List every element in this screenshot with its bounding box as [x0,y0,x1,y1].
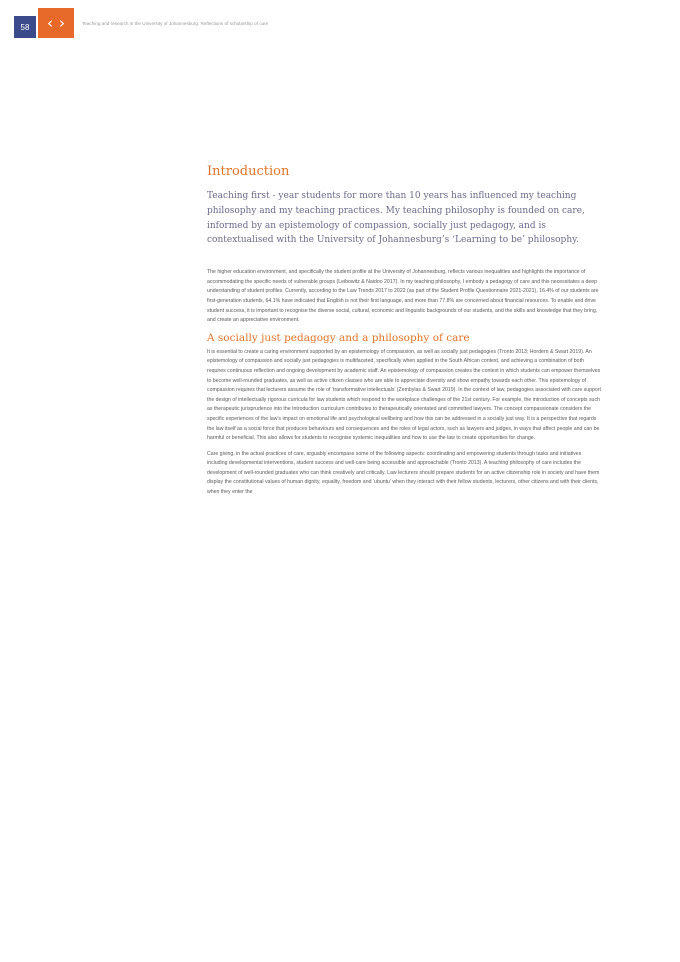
introduction-paragraph: The higher education environment, and specifically the student profile at the University of Johannesburg, reflects various inequalities and highlights the importance of accommodating the specific needs of vulnerable groups (Leibowitz & Naidoo 2017). In my teaching philosophy, I embody a pedagogy of care and this necessitates a deep understanding of student profiles. Currently, according to the Law Trends 2017 to 2022 (as part of the Student Profile Questionnaire 2021-2021), 16.4% of our students are first-generation students, 64.1% have indicated that English is not their first language, and more than 77.8% are concerned about financial resources. To enable and drive student success, it is important to recognise the diverse social, cultural, economic and linguistic backgrounds of our students, and the skills and knowledge that they bring, and create an appreciative environment. [207,269,599,324]
page-number: 58 [14,16,36,38]
section-paragraph-2: Care giving, in the actual practices of care, arguably encompass some of the following aspects: coordinating and empowering students through tasks and initiatives including developmental interventions, student success and well-care being accessible and approachable (Tronto 2013). A teaching philosophy of care includes the development of well-rounded graduates who can think creatively and critically. Law lecturers should prepare students for an active citizenship role in society and have them display the constitutional values of human dignity, equality, freedom and ‘ubuntu’ when they interact with their fellow students, lecturers, other citizens and with their clients, when they enter the [207,450,600,496]
introduction-lede: Teaching first - year students for more than 10 years has influenced my teaching philosophy and my teaching practices. My teaching philosophy is founded on care, informed by an epistemology of compassion, socially just pedagogy, and is contextualised with the University of Johannesburg’s ‘Learning to be’ philosophy. [207,191,585,246]
page-header [0,0,680,44]
running-head: Teaching and research in the University of Johannesburg: Reflections of scholarship of care [82,21,269,26]
section-paragraph-1: It is essential to create a caring environment supported by an epistemology of compassion, as well as socially just pedagogies (Tronto 2013; Hordern & Swart 2019). An epistemology of compassion and socially just pedagogies is multifaceted, specifically when applied in the South African context, and achieving a combination of both requires continuous reflection and ongoing development by academic staff. An epistemology of compassion creates the context in which students can empower themselves to become well-rounded graduates, as well as active citizen classes who are able to appreciate diversity and show empathy towards each other. This epistemology of compassion requires that lecturers assume the role of ‘transformative intellectuals’ (Zembylas & Swart 2019). In the context of law, pedagogies associated with care support the design of intellectually rigorous curricula for law students which respond to the workplace challenges of the 21st century. For example, the introduction of concepts such as therapeutic jurisprudence into the Introduction curriculum contributes to therapeutically orientated and committed lawyers. The concept compassionate considers the specific experiences of the law’s impact on emotional life and psychological wellbeing and how this can be addressed in a socially just way. It is a perspective that regards the law itself as a social force that produces behaviours and consequences and the roles of legal actors, such as lawyers and judges, in ways that affect people and can be harmful or beneficial. This also allows for students to recognise systemic inequalities and how to use the law to create opportunities for change. [207,348,601,442]
page-navigation [38,8,74,38]
chevron-left-icon[interactable]: ‹ [47,13,53,32]
chevron-right-icon[interactable]: › [59,13,65,32]
section-heading: A socially just pedagogy and a philosophy of care [207,331,470,344]
introduction-heading: Introduction [207,164,290,179]
article-body [207,164,603,504]
